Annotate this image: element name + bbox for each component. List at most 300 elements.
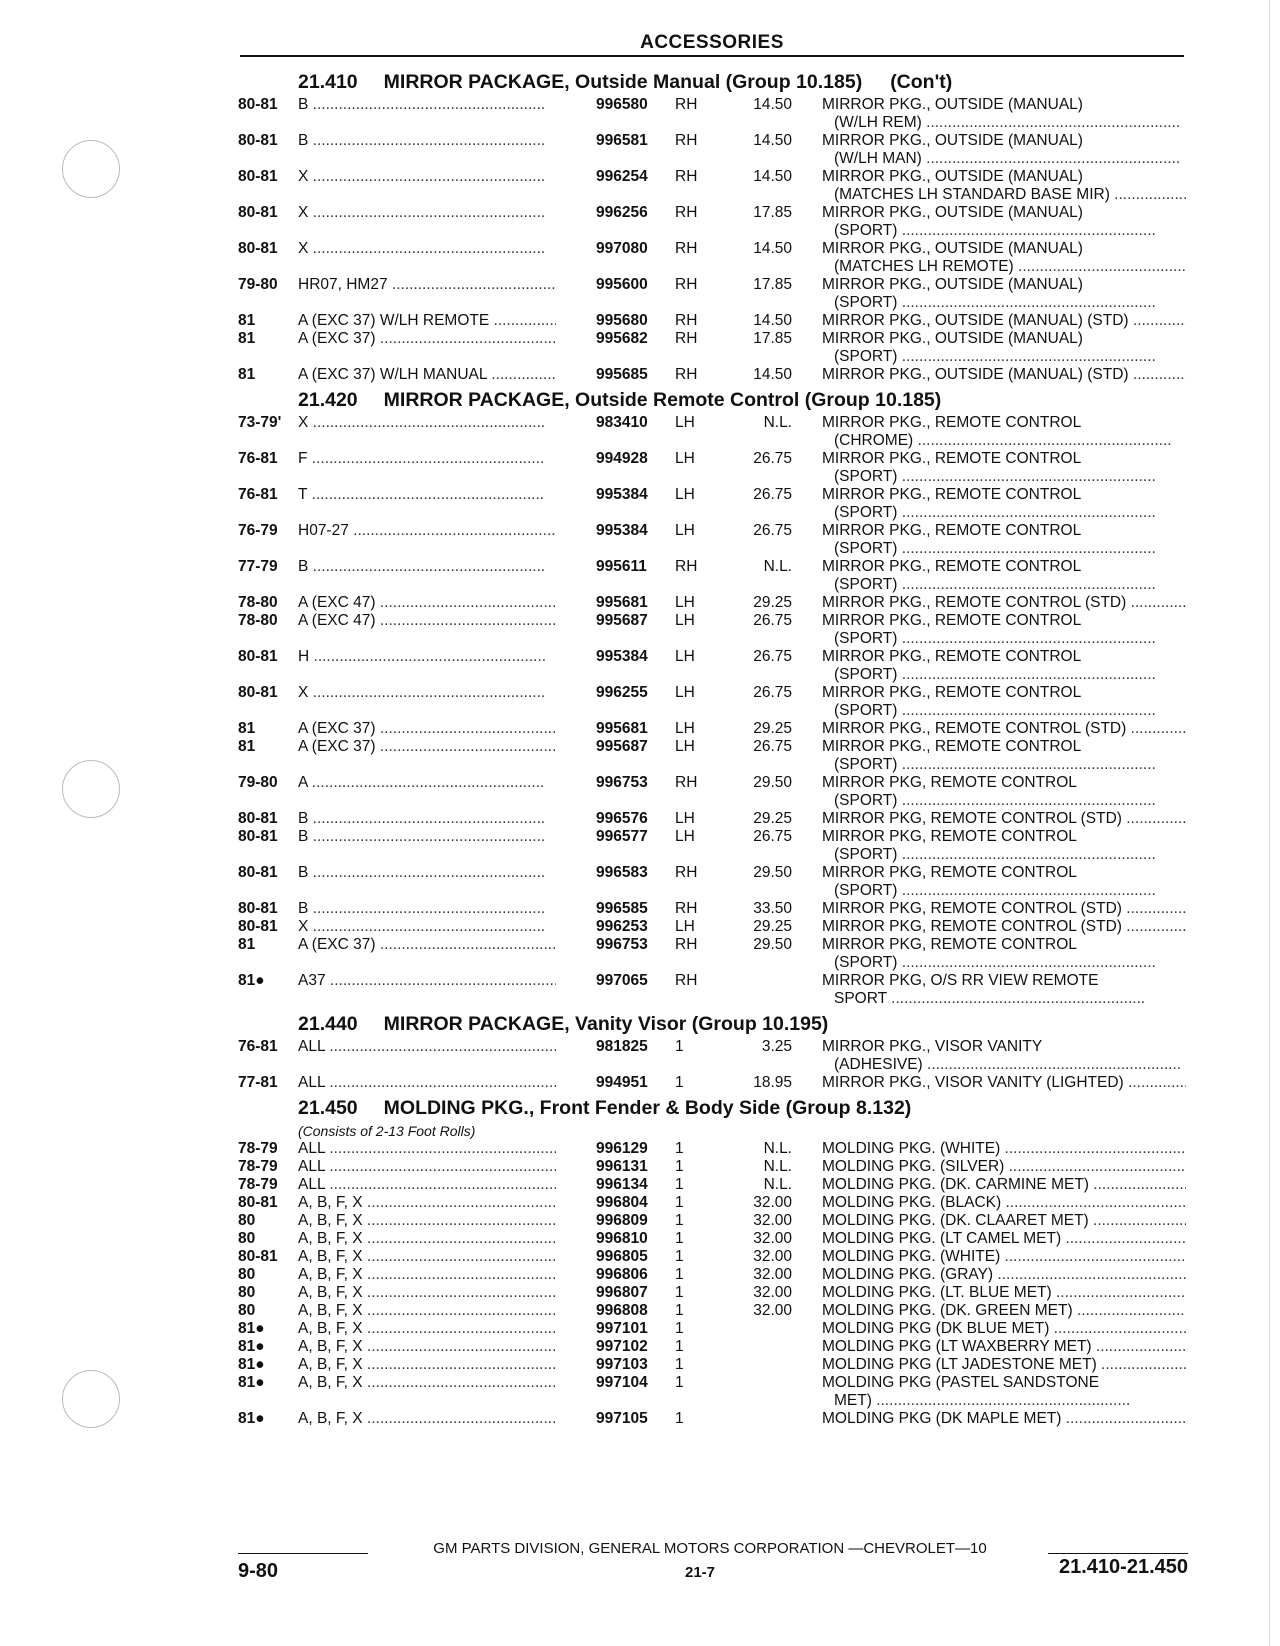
table-row xyxy=(238,1374,1188,1410)
quantity: 1 xyxy=(675,1410,684,1427)
part-number: 996809 xyxy=(596,1212,648,1229)
part-number: 996807 xyxy=(596,1284,648,1301)
quantity: 1 xyxy=(675,1176,684,1193)
price: 32.00 xyxy=(753,1212,792,1229)
table-row xyxy=(238,450,1188,486)
description-continued: (SPORT) ..... xyxy=(834,294,1186,312)
price: 29.25 xyxy=(753,810,792,827)
table-row xyxy=(238,276,1188,312)
model-codes: F ..... xyxy=(298,450,556,468)
table-row xyxy=(238,900,1188,918)
quantity: LH xyxy=(675,648,695,665)
description: MIRROR PKG., REMOTE CONTROL xyxy=(822,522,1082,539)
model-year: 78-79 xyxy=(238,1176,278,1193)
part-number: 997080 xyxy=(596,240,648,257)
part-number: 995681 xyxy=(596,594,648,611)
quantity: LH xyxy=(675,414,695,431)
quantity: 1 xyxy=(675,1320,684,1337)
description: MIRROR PKG., OUTSIDE (MANUAL) xyxy=(822,240,1083,257)
model-year: 81 xyxy=(238,330,256,347)
quantity: RH xyxy=(675,774,698,791)
description: MOLDING PKG. (WHITE) ..... xyxy=(822,1248,1186,1266)
description: MIRROR PKG., REMOTE CONTROL xyxy=(822,414,1082,431)
section-21-440 xyxy=(238,1010,1188,1092)
description-continued: (W/LH REM) ..... xyxy=(834,114,1186,132)
table-row xyxy=(238,1338,1188,1356)
part-number: 996131 xyxy=(596,1158,648,1175)
part-number: 996583 xyxy=(596,864,648,881)
price: 17.85 xyxy=(753,204,792,221)
description: MOLDING PKG. (WHITE) ..... xyxy=(822,1140,1186,1158)
table-row xyxy=(238,1320,1188,1338)
model-codes: A, B, F, X ..... xyxy=(298,1338,556,1356)
part-number: 997101 xyxy=(596,1320,648,1337)
quantity: RH xyxy=(675,366,698,383)
price xyxy=(718,1374,792,1392)
table-row xyxy=(238,1356,1188,1374)
part-number: 997065 xyxy=(596,972,648,989)
price xyxy=(718,972,792,990)
part-number: 996254 xyxy=(596,168,648,185)
price: 33.50 xyxy=(753,900,792,917)
description: MIRROR PKG., VISOR VANITY xyxy=(822,1038,1043,1055)
table-row xyxy=(238,738,1188,774)
quantity: 1 xyxy=(675,1230,684,1247)
quantity: RH xyxy=(675,330,698,347)
model-codes: A, B, F, X ..... xyxy=(298,1374,556,1392)
model-codes: A (EXC 37) ..... xyxy=(298,936,556,954)
price: N.L. xyxy=(763,1140,792,1157)
part-number: 996804 xyxy=(596,1194,648,1211)
quantity: RH xyxy=(675,168,698,185)
quantity: RH xyxy=(675,96,698,113)
table-row xyxy=(238,828,1188,864)
description: MIRROR PKG, REMOTE CONTROL xyxy=(822,774,1077,791)
quantity: 1 xyxy=(675,1248,684,1265)
part-number: 995687 xyxy=(596,738,648,755)
model-codes: B ..... xyxy=(298,864,556,882)
description: MOLDING PKG (DK BLUE MET) ..... xyxy=(822,1320,1186,1338)
description: MIRROR PKG., OUTSIDE (MANUAL) xyxy=(822,132,1083,149)
price xyxy=(718,1356,792,1374)
section-title xyxy=(238,1094,1188,1122)
description-continued: (ADHESIVE) ..... xyxy=(834,1056,1186,1074)
quantity: RH xyxy=(675,240,698,257)
model-codes: A, B, F, X ..... xyxy=(298,1302,556,1320)
model-codes: ALL ..... xyxy=(298,1038,556,1056)
description-continued: (SPORT) ..... xyxy=(834,504,1186,522)
quantity: LH xyxy=(675,684,695,701)
part-number: 995680 xyxy=(596,312,648,329)
description: MIRROR PKG., OUTSIDE (MANUAL) xyxy=(822,96,1083,113)
model-year: 81 xyxy=(238,738,256,755)
table-row xyxy=(238,1284,1188,1302)
section-number: 21.450 xyxy=(298,1097,358,1119)
part-number: 997105 xyxy=(596,1410,648,1427)
price: 17.85 xyxy=(753,330,792,347)
table-row xyxy=(238,1212,1188,1230)
price: N.L. xyxy=(763,1176,792,1193)
model-year: 80-81 xyxy=(238,132,278,149)
quantity: 1 xyxy=(675,1038,684,1055)
model-codes: A ..... xyxy=(298,774,556,792)
description: MIRROR PKG., REMOTE CONTROL xyxy=(822,450,1082,467)
model-year: 78-79 xyxy=(238,1140,278,1157)
description-continued: (MATCHES LH REMOTE) ..... xyxy=(834,258,1186,276)
price: 18.95 xyxy=(753,1074,792,1091)
description: MIRROR PKG, O/S RR VIEW REMOTE xyxy=(822,972,1099,989)
description: MOLDING PKG. (DK. CARMINE MET) ..... xyxy=(822,1176,1186,1194)
description: MIRROR PKG., REMOTE CONTROL xyxy=(822,648,1082,665)
model-year: 76-81 xyxy=(238,1038,278,1055)
model-year: 80 xyxy=(238,1212,256,1229)
section-heading: MIRROR PACKAGE, Vanity Visor (Group 10.195) xyxy=(383,1013,829,1035)
part-number: 997104 xyxy=(596,1374,648,1391)
description: MIRROR PKG., REMOTE CONTROL xyxy=(822,612,1082,629)
model-codes: B ..... xyxy=(298,810,556,828)
model-year: 77-81 xyxy=(238,1074,278,1091)
model-codes: X ..... xyxy=(298,918,556,936)
price: 14.50 xyxy=(753,240,792,257)
table-row xyxy=(238,1038,1188,1074)
price xyxy=(718,1320,792,1338)
price: N.L. xyxy=(763,1158,792,1175)
model-codes: B ..... xyxy=(298,828,556,846)
quantity: LH xyxy=(675,612,695,629)
price: 14.50 xyxy=(753,366,792,383)
model-codes: A, B, F, X ..... xyxy=(298,1320,556,1338)
price: 26.75 xyxy=(753,450,792,467)
description: MOLDING PKG (PASTEL SANDSTONE xyxy=(822,1374,1100,1391)
model-codes: A (EXC 37) W/LH MANUAL ..... xyxy=(298,366,556,384)
description: MIRROR PKG., OUTSIDE (MANUAL) xyxy=(822,204,1083,221)
description-continued: (SPORT) ..... xyxy=(834,540,1186,558)
price: 26.75 xyxy=(753,522,792,539)
model-codes: ALL ..... xyxy=(298,1158,556,1176)
description: MOLDING PKG. (BLACK) ..... xyxy=(822,1194,1186,1212)
quantity: RH xyxy=(675,276,698,293)
part-number: 996805 xyxy=(596,1248,648,1265)
part-number: 995384 xyxy=(596,522,648,539)
model-year: 80-81 xyxy=(238,918,278,935)
description: MIRROR PKG, REMOTE CONTROL (STD) ..... xyxy=(822,810,1186,828)
quantity: 1 xyxy=(675,1074,684,1091)
description: MOLDING PKG. (LT CAMEL MET) ..... xyxy=(822,1230,1186,1248)
binder-hole xyxy=(62,1370,120,1428)
price: 32.00 xyxy=(753,1284,792,1301)
section-heading: MIRROR PACKAGE, Outside Manual (Group 10.185) xyxy=(383,71,863,93)
model-codes: ALL ..... xyxy=(298,1176,556,1194)
binder-hole xyxy=(62,140,120,198)
price: N.L. xyxy=(763,558,792,575)
table-row xyxy=(238,1176,1188,1194)
table-row xyxy=(238,1158,1188,1176)
model-codes: A, B, F, X ..... xyxy=(298,1356,556,1374)
model-year: 81● xyxy=(238,1356,265,1373)
price: 14.50 xyxy=(753,96,792,113)
table-row xyxy=(238,810,1188,828)
description: MIRROR PKG., REMOTE CONTROL xyxy=(822,684,1082,701)
table-row xyxy=(238,414,1188,450)
quantity: LH xyxy=(675,486,695,503)
description-continued: (SPORT) ..... xyxy=(834,348,1186,366)
price: 17.85 xyxy=(753,276,792,293)
model-year: 80-81 xyxy=(238,864,278,881)
description: MOLDING PKG (LT WAXBERRY MET) ..... xyxy=(822,1338,1186,1356)
price: 14.50 xyxy=(753,132,792,149)
model-year: 81 xyxy=(238,720,256,737)
price: 29.50 xyxy=(753,936,792,953)
price: 14.50 xyxy=(753,312,792,329)
model-year: 78-80 xyxy=(238,594,278,611)
part-number: 983410 xyxy=(596,414,648,431)
model-codes: A (EXC 37) ..... xyxy=(298,738,556,756)
table-row xyxy=(238,972,1188,1008)
description-continued: (SPORT) ..... xyxy=(834,576,1186,594)
description: MIRROR PKG., VISOR VANITY (LIGHTED) ..... xyxy=(822,1074,1186,1092)
parts-listing xyxy=(238,68,1188,1430)
quantity: 1 xyxy=(675,1356,684,1373)
part-number: 995687 xyxy=(596,612,648,629)
description: MOLDING PKG. (SILVER) ..... xyxy=(822,1158,1186,1176)
quantity: RH xyxy=(675,204,698,221)
description-continued: SPORT ..... xyxy=(834,990,1186,1008)
part-number: 996806 xyxy=(596,1266,648,1283)
model-year: 80-81 xyxy=(238,900,278,917)
section-continued: (Con't) xyxy=(890,71,953,93)
model-codes: H07-27 ..... xyxy=(298,522,556,540)
model-codes: A, B, F, X ..... xyxy=(298,1284,556,1302)
section-title xyxy=(238,386,1188,414)
price xyxy=(718,1338,792,1356)
table-row xyxy=(238,864,1188,900)
model-codes: ALL ..... xyxy=(298,1140,556,1158)
price: 26.75 xyxy=(753,648,792,665)
part-number: 981825 xyxy=(596,1038,648,1055)
part-number: 996808 xyxy=(596,1302,648,1319)
quantity: RH xyxy=(675,900,698,917)
footer-date: 9-80 xyxy=(238,1560,279,1582)
part-number: 995611 xyxy=(596,558,647,575)
description: MIRROR PKG., OUTSIDE (MANUAL) (STD) ..... xyxy=(822,366,1186,384)
model-year: 81● xyxy=(238,1338,265,1355)
model-codes: H ..... xyxy=(298,648,556,666)
description-continued: (SPORT) ..... xyxy=(834,666,1186,684)
description: MOLDING PKG (DK MAPLE MET) ..... xyxy=(822,1410,1186,1428)
model-year: 81 xyxy=(238,312,256,329)
price: 29.25 xyxy=(753,720,792,737)
price xyxy=(718,1410,792,1428)
table-row xyxy=(238,312,1188,330)
model-codes: A (EXC 37) ..... xyxy=(298,330,556,348)
description-continued: (SPORT) ..... xyxy=(834,792,1186,810)
quantity: 1 xyxy=(675,1158,684,1175)
part-number: 996581 xyxy=(596,132,648,149)
model-codes: B ..... xyxy=(298,900,556,918)
model-codes: X ..... xyxy=(298,168,556,186)
model-year: 80-81 xyxy=(238,684,278,701)
description: MIRROR PKG, REMOTE CONTROL (STD) ..... xyxy=(822,918,1186,936)
quantity: LH xyxy=(675,810,695,827)
model-year: 81 xyxy=(238,936,256,953)
model-year: 78-79 xyxy=(238,1158,278,1175)
model-year: 80 xyxy=(238,1302,256,1319)
part-number: 996580 xyxy=(596,96,648,113)
price: 32.00 xyxy=(753,1266,792,1283)
model-year: 80-81 xyxy=(238,240,278,257)
price: 29.25 xyxy=(753,918,792,935)
table-row xyxy=(238,1230,1188,1248)
model-year: 80 xyxy=(238,1284,256,1301)
model-year: 80-81 xyxy=(238,1248,278,1265)
table-row xyxy=(238,168,1188,204)
section-note: (Consists of 2-13 Foot Rolls) xyxy=(298,1123,476,1139)
quantity: LH xyxy=(675,828,695,845)
price: 29.50 xyxy=(753,774,792,791)
model-codes: A, B, F, X ..... xyxy=(298,1212,556,1230)
model-codes: X ..... xyxy=(298,684,556,702)
quantity: LH xyxy=(675,738,695,755)
footer-rule xyxy=(1048,1553,1188,1554)
quantity: LH xyxy=(675,594,695,611)
quantity: 1 xyxy=(675,1338,684,1355)
part-number: 996256 xyxy=(596,204,648,221)
header-rule xyxy=(240,55,1184,57)
model-codes: A (EXC 47) ..... xyxy=(298,594,556,612)
table-row xyxy=(238,486,1188,522)
part-number: 995600 xyxy=(596,276,648,293)
model-year: 78-80 xyxy=(238,612,278,629)
quantity: LH xyxy=(675,522,695,539)
table-row xyxy=(238,204,1188,240)
binder-hole xyxy=(62,760,120,818)
price: 29.25 xyxy=(753,594,792,611)
description: MIRROR PKG., OUTSIDE (MANUAL) (STD) ..... xyxy=(822,312,1186,330)
description: MIRROR PKG, REMOTE CONTROL xyxy=(822,936,1077,953)
section-number: 21.410 xyxy=(298,71,358,93)
model-codes: A37 ..... xyxy=(298,972,556,990)
description-continued: (CHROME) ..... xyxy=(834,432,1186,450)
table-row xyxy=(238,612,1188,648)
price: 14.50 xyxy=(753,168,792,185)
price: 26.75 xyxy=(753,738,792,755)
model-year: 80-81 xyxy=(238,648,278,665)
table-row xyxy=(238,330,1188,366)
part-number: 997102 xyxy=(596,1338,648,1355)
part-number: 996576 xyxy=(596,810,648,827)
quantity: RH xyxy=(675,936,698,953)
price: 32.00 xyxy=(753,1302,792,1319)
description: MOLDING PKG. (DK. CLAARET MET) ..... xyxy=(822,1212,1186,1230)
description: MIRROR PKG., REMOTE CONTROL (STD) ..... xyxy=(822,594,1186,612)
description-continued: (W/LH MAN) ..... xyxy=(834,150,1186,168)
part-number: 995685 xyxy=(596,366,648,383)
quantity: 1 xyxy=(675,1374,684,1391)
quantity: 1 xyxy=(675,1212,684,1229)
model-codes: A, B, F, X ..... xyxy=(298,1410,556,1428)
section-number: 21.440 xyxy=(298,1013,358,1035)
table-row xyxy=(238,918,1188,936)
model-codes: A, B, F, X ..... xyxy=(298,1248,556,1266)
table-row xyxy=(238,96,1188,132)
model-year: 76-79 xyxy=(238,522,278,539)
price: 26.75 xyxy=(753,684,792,701)
table-row xyxy=(238,774,1188,810)
description: MIRROR PKG, REMOTE CONTROL xyxy=(822,864,1077,881)
model-year: 81● xyxy=(238,1320,265,1337)
price: 26.75 xyxy=(753,828,792,845)
model-codes: ALL ..... xyxy=(298,1074,556,1092)
description-continued: (SPORT) ..... xyxy=(834,882,1186,900)
model-year: 80-81 xyxy=(238,828,278,845)
table-row xyxy=(238,1266,1188,1284)
table-row xyxy=(238,936,1188,972)
description-continued: (SPORT) ..... xyxy=(834,846,1186,864)
table-row xyxy=(238,522,1188,558)
table-row xyxy=(238,558,1188,594)
price: 3.25 xyxy=(761,1038,792,1055)
part-number: 996753 xyxy=(596,936,648,953)
model-codes: X ..... xyxy=(298,240,556,258)
section-heading: MIRROR PACKAGE, Outside Remote Control (Group 10.185) xyxy=(383,389,942,411)
model-codes: B ..... xyxy=(298,558,556,576)
model-year: 80-81 xyxy=(238,1194,278,1211)
description: MOLDING PKG (LT JADESTONE MET) ..... xyxy=(822,1356,1186,1374)
model-codes: A (EXC 37) ..... xyxy=(298,720,556,738)
quantity: RH xyxy=(675,558,698,575)
price: 29.50 xyxy=(753,864,792,881)
description: MOLDING PKG. (GRAY) ..... xyxy=(822,1266,1186,1284)
model-year: 73-79' xyxy=(238,414,282,431)
description: MIRROR PKG., OUTSIDE (MANUAL) xyxy=(822,276,1083,293)
footer-text: GM PARTS DIVISION, GENERAL MOTORS CORPORATION —CHEVROLET—10 xyxy=(433,1540,987,1557)
model-codes: X ..... xyxy=(298,414,556,432)
table-row xyxy=(238,132,1188,168)
section-21-420 xyxy=(238,386,1188,1008)
section-title xyxy=(238,68,1188,96)
description-continued: (MATCHES LH STANDARD BASE MIR) ..... xyxy=(834,186,1186,204)
description-continued: (SPORT) ..... xyxy=(834,954,1186,972)
model-codes: A (EXC 37) W/LH REMOTE ..... xyxy=(298,312,556,330)
table-row xyxy=(238,1410,1188,1428)
part-number: 996753 xyxy=(596,774,648,791)
description-continued: (SPORT) ..... xyxy=(834,468,1186,486)
description-continued: (SPORT) ..... xyxy=(834,222,1186,240)
description-continued: (SPORT) ..... xyxy=(834,702,1186,720)
quantity: RH xyxy=(675,132,698,149)
description: MIRROR PKG., REMOTE CONTROL xyxy=(822,486,1082,503)
model-year: 81● xyxy=(238,972,265,989)
part-number: 996577 xyxy=(596,828,648,845)
part-number: 995384 xyxy=(596,486,648,503)
model-codes: T ..... xyxy=(298,486,556,504)
part-number: 997103 xyxy=(596,1356,648,1373)
footer-page-number: 21-7 xyxy=(684,1564,716,1581)
table-row xyxy=(238,648,1188,684)
model-year: 81● xyxy=(238,1374,265,1391)
model-codes: A (EXC 47) ..... xyxy=(298,612,556,630)
model-year: 80-81 xyxy=(238,96,278,113)
price: N.L. xyxy=(763,414,792,431)
part-number: 995682 xyxy=(596,330,648,347)
quantity: 1 xyxy=(675,1140,684,1157)
footer-rule xyxy=(238,1553,368,1554)
description: MIRROR PKG, REMOTE CONTROL (STD) ..... xyxy=(822,900,1186,918)
part-number: 996585 xyxy=(596,900,648,917)
description-continued: (SPORT) ..... xyxy=(834,756,1186,774)
section-title xyxy=(238,1010,1188,1038)
model-codes: A, B, F, X ..... xyxy=(298,1266,556,1284)
